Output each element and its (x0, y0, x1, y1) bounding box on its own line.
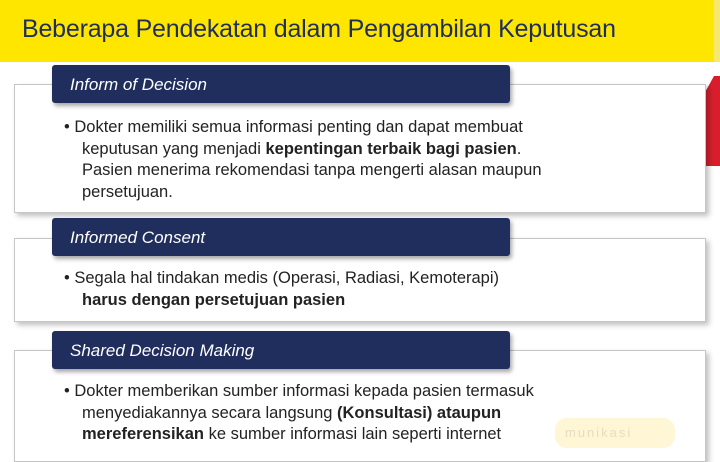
bullet-line (64, 424, 684, 446)
bullet-text-bold: harus dengan persetujuan pasien (82, 290, 346, 309)
section-header-shared-decision-making (52, 331, 510, 369)
section-body-inform-of-decision (64, 117, 684, 203)
section-header-label: Informed Consent (70, 228, 206, 247)
section-header-label: Inform of Decision (70, 75, 207, 94)
bullet-text-span: keputusan yang menjadi (82, 139, 266, 158)
bullet-text-bold: (Konsultasi) ataupun (337, 403, 502, 422)
bullet-line (64, 268, 684, 290)
bullet-line (64, 182, 684, 204)
bullet-line (64, 403, 684, 425)
bullet-marker: • (64, 118, 70, 136)
bullet-line (64, 290, 684, 312)
section-body-shared-decision-making (64, 381, 684, 446)
bullet-text-bold: mereferensikan (82, 425, 204, 443)
section-header-label: Shared Decision Making (70, 341, 255, 360)
bullet-line (64, 139, 684, 161)
section-header-inform-of-decision (52, 65, 510, 103)
bullet-marker: • (64, 269, 70, 287)
red-accent-shape (705, 76, 720, 166)
bullet-text-span: Segala hal tindakan medis (Operasi, Radiasi, Kemoterapi) (74, 269, 500, 287)
title-bar (0, 0, 716, 62)
bullet-text-span: . (516, 139, 522, 158)
bullet-line (64, 117, 684, 139)
bullet-text-span: Dokter memberikan sumber informasi kepada pasien termasuk (74, 382, 534, 400)
bullet-text-bold: kepentingan terbaik bagi pasien (265, 139, 517, 158)
bullet-text-span: menyediakannya secara langsung (82, 403, 338, 422)
bullet-line (64, 160, 684, 182)
bullet-text-span: Dokter memiliki semua informasi penting dan dapat membuat (74, 118, 523, 136)
bullet-text-span: Pasien menerima rekomendasi tanpa mengerti alasan maupun (82, 161, 542, 179)
section-header-informed-consent (52, 218, 510, 256)
bullet-text-span: persetujuan. (82, 182, 173, 201)
title-edge (714, 0, 720, 62)
slide-title: Beberapa Pendekatan dalam Pengambilan Keputusan (22, 15, 616, 43)
bullet-marker: • (64, 382, 70, 400)
footer-tag-text: munikasi (565, 425, 633, 440)
bullet-line (64, 381, 684, 403)
section-body-informed-consent (64, 268, 684, 311)
bullet-text-span: ke sumber informasi lain seperti internet (204, 425, 502, 443)
